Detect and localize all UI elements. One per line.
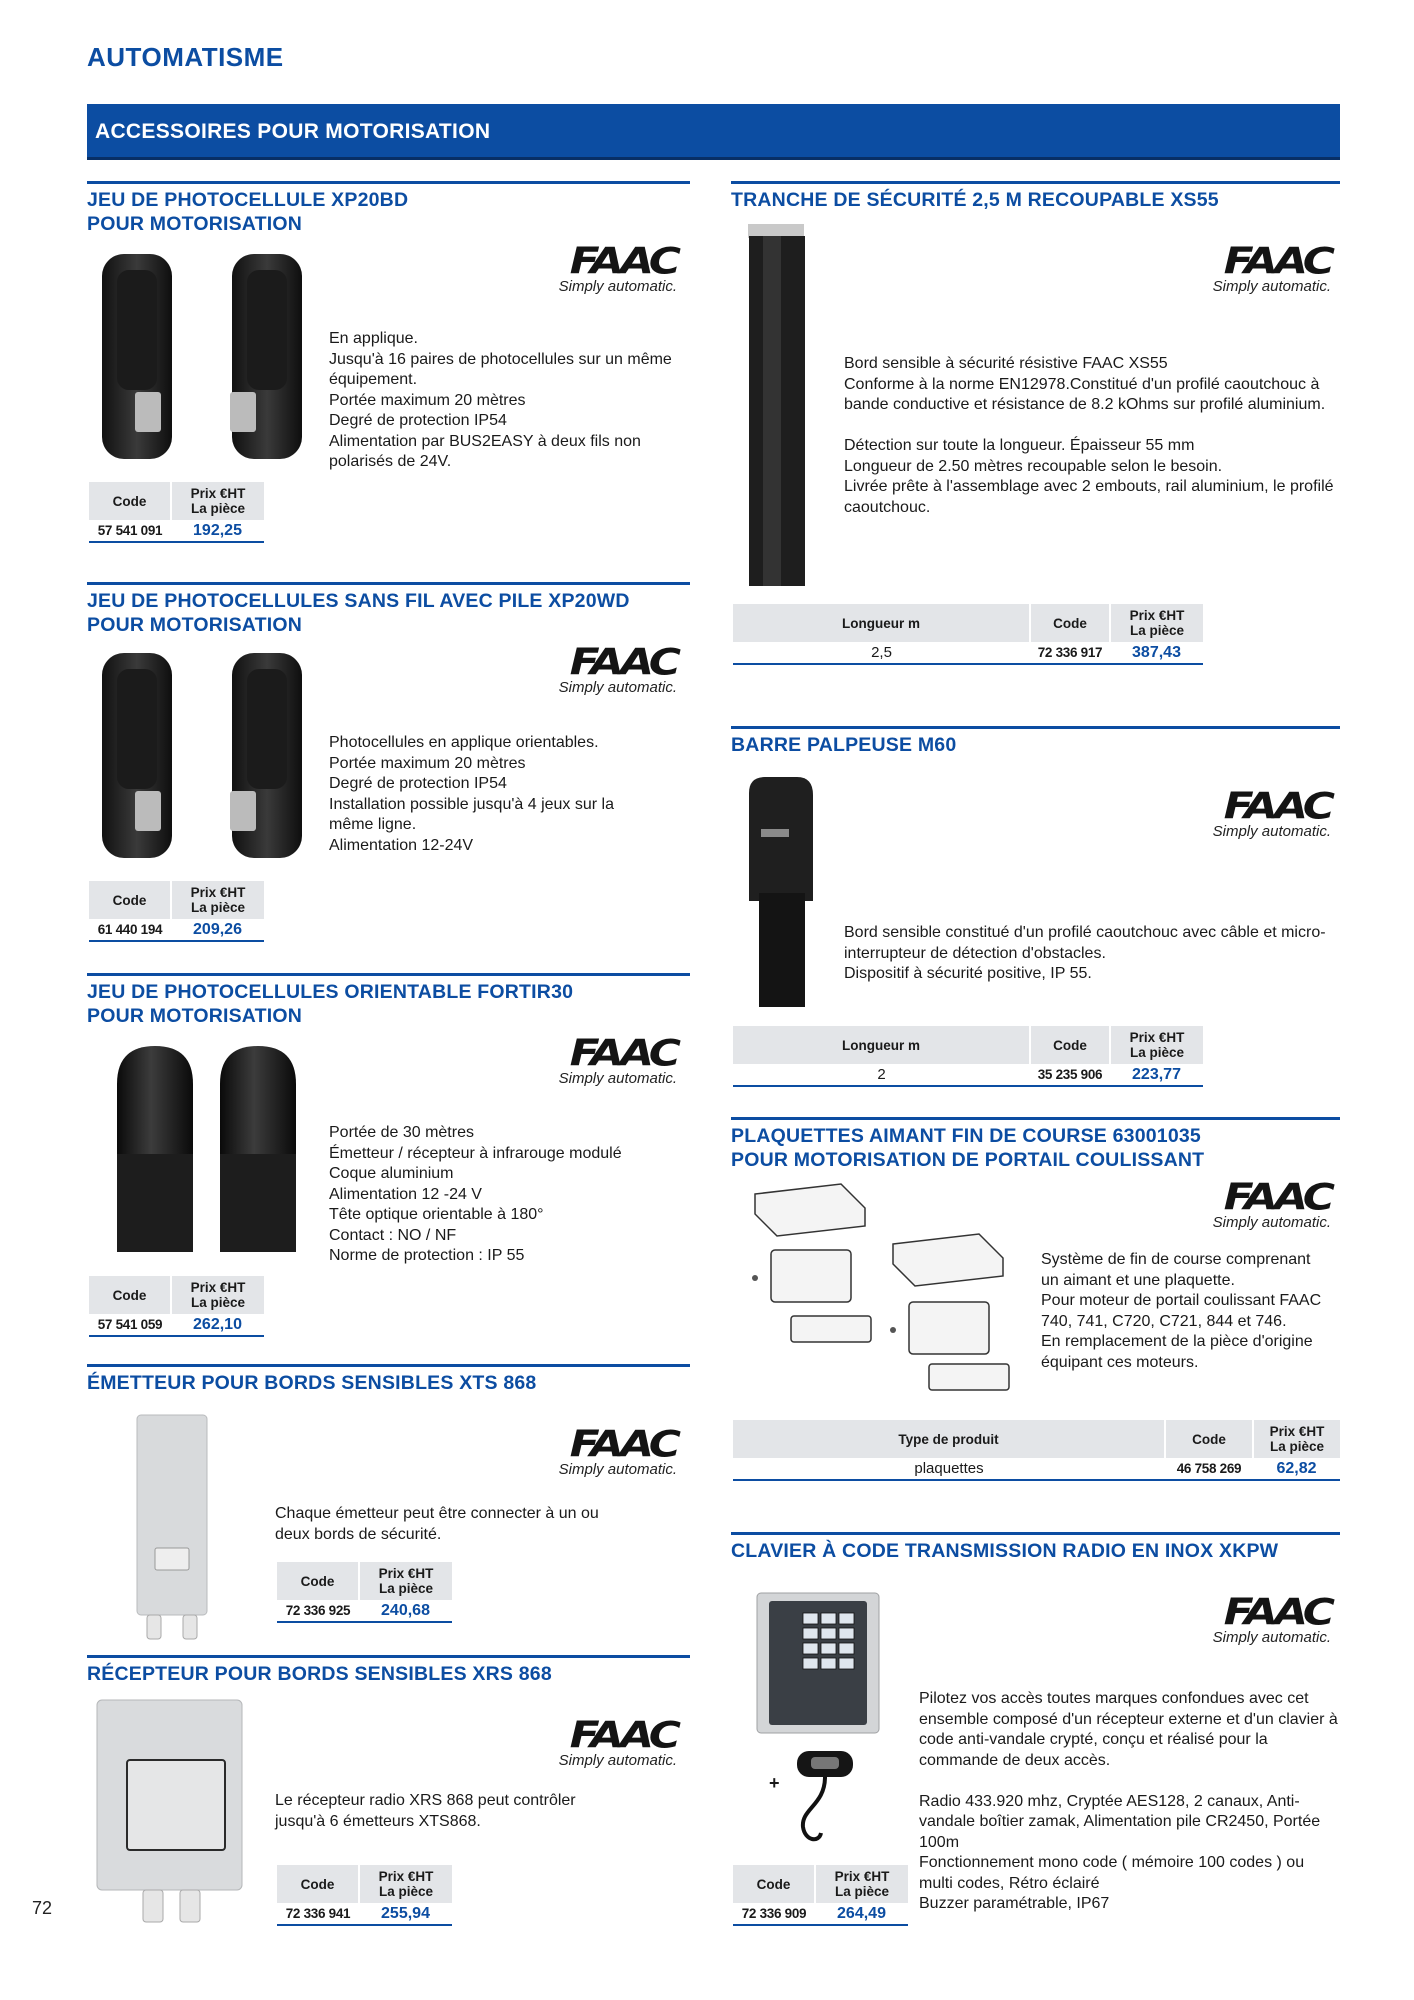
- sensing-bar-image: [745, 773, 817, 1009]
- product-description: Le récepteur radio XRS 868 peut contrôler jusqu'à 6 émetteurs XTS868.: [275, 1792, 576, 1830]
- product-description: Portée de 30 mètres Émetteur / récepteur à infrarouge modulé Coque aluminium Alimentation 12 -24 V Tête optique orientable à 180° Contact : NO / NF Norme de protection : IP 55: [329, 1124, 622, 1264]
- product-description: En applique. Jusqu'à 16 paires de photocellules sur un même équipement. Portée maximum 20 mètres Degré de protection IP54 Alimentation par BUS2EASY à deux fils non polarisés de 24V.: [329, 330, 672, 470]
- product-xts868: [87, 1364, 690, 1654]
- page-title: AUTOMATISME: [87, 42, 284, 72]
- faac-logo: FAAC Simply automatic.: [558, 1032, 677, 1087]
- product-xrs868: [87, 1655, 690, 1935]
- receiver-module-image: [791, 1749, 861, 1849]
- section-banner: [87, 104, 1340, 160]
- photocell-pair-image: [97, 252, 312, 462]
- safety-edge-image: [743, 222, 809, 592]
- product-description: Système de fin de course comprenant un aimant et une plaquette. Pour moteur de portail coulissant FAAC 740, 741, C720, C721, 844 et 746. En remplacement de la pièce d'origine équipant ces moteurs.: [1041, 1251, 1322, 1371]
- faac-logo: FAAC Simply automatic.: [1212, 1591, 1331, 1646]
- product-fortir30: [87, 973, 690, 1343]
- faac-logo: FAAC Simply automatic.: [558, 1423, 677, 1478]
- faac-logo: FAAC Simply automatic.: [558, 1714, 677, 1769]
- plus-sign: +: [769, 1773, 780, 1793]
- price-table: Longueur m Code Prix €HT La pièce 2 35 235 906 223,77: [733, 1026, 1203, 1087]
- product-xp20wd: [87, 582, 690, 952]
- product-title: JEU DE PHOTOCELLULES SANS FIL AVEC PILE XP20WD POUR MOTORISATION: [87, 590, 630, 636]
- product-title: JEU DE PHOTOCELLULE XP20BD POUR MOTORISATION: [87, 189, 409, 235]
- page-number: 72: [32, 1898, 53, 1918]
- product-description: Bord sensible constitué d'un profilé caoutchouc avec câble et micro-interrupteur de détection d'obstacles. Dispositif à sécurité positive, IP 55.: [844, 924, 1326, 982]
- photocell-pair-image: [115, 1044, 300, 1259]
- product-description: Photocellules en applique orientables. Portée maximum 20 mètres Degré de protection IP54 Installation possible jusqu'à 4 jeux sur la même ligne. Alimentation 12-24V: [329, 734, 614, 854]
- product-title: ÉMETTEUR POUR BORDS SENSIBLES XTS 868: [87, 1372, 537, 1394]
- faac-logo: FAAC Simply automatic.: [558, 240, 677, 295]
- magnet-plates-image: [741, 1180, 1031, 1400]
- faac-logo: FAAC Simply automatic.: [1212, 1176, 1331, 1231]
- price-table: Code Prix €HT La pièce 57 541 091 192,25: [89, 482, 264, 543]
- product-description: Pilotez vos accès toutes marques confondues avec cet ensemble composé d'un récepteur externe et d'un clavier à code anti-vandale crypté, conçu et réalisé pour la commande de deux accès. Radio 433.920 mhz, Cryptée AES128, 2 canaux, Anti-vandale boîtier zamak, Alimentation pile CR2450, Portée 100m Fonctionnement mono code ( mémoire 100 codes ) ou multi codes, Rétro éclairé Buzzer paramétrable, IP67: [919, 1690, 1338, 1912]
- price-table: Code Prix €HT La pièce 72 336 925 240,68: [277, 1562, 452, 1623]
- price-table: Code Prix €HT La pièce 61 440 194 209,26: [89, 881, 264, 942]
- product-title: TRANCHE DE SÉCURITÉ 2,5 M RECOUPABLE XS55: [731, 189, 1219, 211]
- product-xp20bd: [87, 181, 690, 551]
- product-title: CLAVIER À CODE TRANSMISSION RADIO EN INOX XKPW: [731, 1540, 1279, 1562]
- faac-logo: FAAC Simply automatic.: [1212, 785, 1331, 840]
- product-xkpw: [731, 1532, 1340, 1932]
- product-description: Bord sensible à sécurité résistive FAAC XS55 Conforme à la norme EN12978.Constitué d'un profilé caoutchouc à bande conductive et résistance de 8.2 kOhms sur profilé aluminium. Détection sur toute la longueur. Épaisseur 55 mm Longueur de 2.50 mètres recoupable selon le besoin. Livrée prête à l'assemblage avec 2 embouts, rail aluminium, le profilé caoutchouc.: [844, 355, 1334, 516]
- product-63001035: [731, 1117, 1340, 1497]
- product-title: BARRE PALPEUSE M60: [731, 734, 957, 756]
- faac-logo: FAAC Simply automatic.: [1212, 240, 1331, 295]
- product-title: PLAQUETTES AIMANT FIN DE COURSE 63001035 POUR MOTORISATION DE PORTAIL COULISSANT: [731, 1125, 1205, 1171]
- price-table: Code Prix €HT La pièce 72 336 941 255,94: [277, 1865, 452, 1926]
- product-description: Chaque émetteur peut être connecter à un ou deux bords de sécurité.: [275, 1505, 599, 1543]
- product-title: JEU DE PHOTOCELLULES ORIENTABLE FORTIR30 POUR MOTORISATION: [87, 981, 574, 1027]
- product-title: RÉCEPTEUR POUR BORDS SENSIBLES XRS 868: [87, 1663, 552, 1685]
- price-table: Code Prix €HT La pièce 72 336 909 264,49: [733, 1865, 908, 1926]
- product-m60: [731, 726, 1340, 1096]
- photocell-pair-image: [97, 651, 312, 861]
- faac-logo: FAAC Simply automatic.: [558, 641, 677, 696]
- transmitter-box-image: [135, 1413, 210, 1643]
- price-table: Type de produit Code Prix €HT La pièce plaquettes 46 758 269 62,82: [733, 1420, 1340, 1481]
- product-xs55: [731, 181, 1340, 661]
- price-table: Longueur m Code Prix €HT La pièce 2,5 72 336 917 387,43: [733, 604, 1203, 665]
- banner-label: ACCESSOIRES POUR MOTORISATION: [95, 120, 491, 143]
- receiver-box-image: [95, 1698, 245, 1928]
- price-table: Code Prix €HT La pièce 57 541 059 262,10: [89, 1276, 264, 1337]
- keypad-image: [755, 1591, 881, 1737]
